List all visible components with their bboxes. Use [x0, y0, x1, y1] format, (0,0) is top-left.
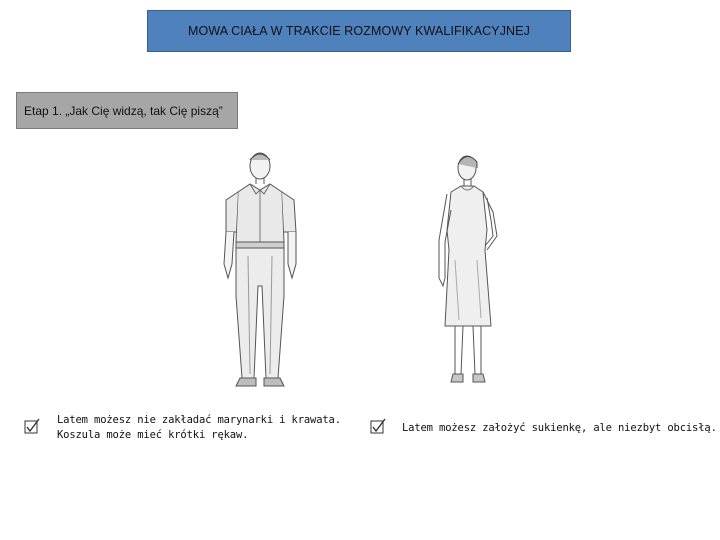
checkbox-checked-icon [24, 418, 40, 434]
stage-label-text: Etap 1. „Jak Cię widzą, tak Cię piszą” [24, 103, 223, 118]
caption-line: Latem możesz założyć sukienkę, ale niezbyt obcisłą. [402, 422, 717, 434]
man-casual-outfit-illustration [212, 146, 308, 392]
slide-title-text: MOWA CIAŁA W TRAKCIE ROZMOWY KWALIFIKACYJNEJ [188, 24, 530, 38]
caption-line: Latem możesz nie zakładać marynarki i krawata. [57, 414, 341, 426]
caption-man [57, 413, 347, 443]
woman-dress-illustration [425, 150, 515, 390]
caption-woman [402, 421, 717, 436]
checkbox-checked-icon [370, 418, 386, 434]
slide-title [147, 10, 571, 52]
caption-line: Koszula może mieć krótki rękaw. [57, 429, 249, 441]
stage-label [16, 92, 238, 129]
